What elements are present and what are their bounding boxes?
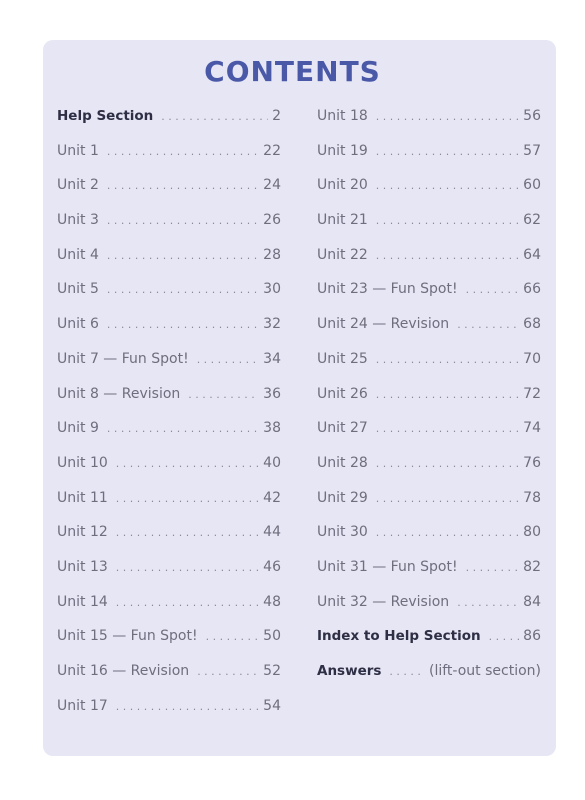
toc-entry-page: 24 [263,177,281,194]
toc-entry-label: Unit 31 — Fun Spot! [317,558,458,575]
dot-leader [466,283,520,296]
toc-entry-label: Unit 13 [57,558,108,575]
toc-entry-label: Unit 25 [317,350,368,367]
toc-entry-page: 2 [272,108,281,124]
toc-entry-label: Unit 5 [57,281,99,298]
toc-entry-label: Unit 22 [317,246,368,263]
toc-entry-page: 64 [523,246,541,263]
dot-leader [389,665,425,678]
toc-entry-unit-23[interactable] [317,281,541,316]
dot-leader [466,561,520,574]
dot-leader [116,700,259,713]
dot-leader [116,492,259,505]
toc-entry-unit-11[interactable] [57,490,281,525]
toc-entry-page: 54 [263,697,281,714]
dot-leader [197,665,259,678]
dot-leader [376,388,519,401]
toc-entry-label: Help Section [57,108,154,124]
toc-entry-page: 50 [263,628,281,645]
toc-entry-unit-1[interactable] [57,143,281,178]
toc-entry-label: Unit 14 [57,593,108,610]
toc-entry-unit-15[interactable] [57,628,281,663]
toc-entry-label: Unit 23 — Fun Spot! [317,281,458,298]
dot-leader [116,596,259,609]
toc-entry-answers[interactable] [317,663,541,698]
dot-leader [206,630,260,643]
dot-leader [376,249,519,262]
toc-entry-page: 52 [263,663,281,679]
toc-entry-unit-18[interactable] [317,108,541,143]
toc-entry-page: 62 [523,212,541,229]
toc-entry-page: 44 [263,524,281,541]
dot-leader [116,526,259,539]
contents-left-column [57,108,281,732]
toc-entry-page: 28 [263,246,281,263]
toc-entry-page: 72 [523,385,541,402]
dot-leader [107,422,259,435]
toc-entry-label: Unit 7 — Fun Spot! [57,350,189,367]
dot-leader [457,596,519,609]
toc-entry-label: Unit 32 — Revision [317,593,450,610]
toc-entry-page: 60 [523,177,541,194]
toc-entry-label: Unit 16 — Revision [57,663,190,679]
toc-entry-unit-4[interactable] [57,247,281,282]
dot-leader [376,214,519,227]
dot-leader [457,318,519,331]
toc-entry-page: 80 [523,524,541,541]
toc-entry-label: Index to Help Section [317,628,481,645]
toc-entry-label: Unit 12 [57,524,108,541]
toc-entry-page: 46 [263,558,281,575]
toc-entry-label: Unit 20 [317,177,368,194]
toc-entry-help-section[interactable] [57,108,281,143]
toc-entry-unit-5[interactable] [57,281,281,316]
toc-entry-label: Unit 2 [57,177,99,194]
toc-entry-page: 40 [263,454,281,471]
toc-entry-page: 30 [263,281,281,298]
toc-entry-label: Unit 15 — Fun Spot! [57,628,198,645]
toc-entry-unit-22[interactable] [317,247,541,282]
toc-entry-label: Unit 17 [57,697,108,714]
toc-entry-unit-12[interactable] [57,524,281,559]
toc-entry-unit-3[interactable] [57,212,281,247]
toc-entry-label: Unit 19 [317,142,368,159]
dot-leader [107,283,259,296]
toc-entry-label: Unit 30 [317,524,368,541]
toc-entry-unit-30[interactable] [317,524,541,559]
dot-leader [116,457,259,470]
toc-entry-page: 57 [523,142,541,159]
dot-leader [116,561,259,574]
toc-entry-unit-10[interactable] [57,455,281,490]
dot-leader [376,422,519,435]
toc-entry-page: 34 [263,350,281,367]
dot-leader [107,318,259,331]
toc-entry-page: 56 [523,108,541,124]
toc-entry-unit-26[interactable] [317,386,541,421]
dot-leader [107,145,259,158]
toc-entry-unit-7[interactable] [57,351,281,386]
dot-leader [107,179,259,192]
toc-entry-unit-6[interactable] [57,316,281,351]
toc-entry-index-to-help-section[interactable] [317,628,541,663]
toc-entry-label: Unit 6 [57,316,99,333]
toc-entry-page: 32 [263,316,281,333]
toc-entry-page: 26 [263,212,281,229]
dot-leader [489,630,520,643]
toc-entry-label: Unit 11 [57,489,108,506]
toc-entry-unit-13[interactable] [57,559,281,594]
toc-entry-page: 82 [523,558,541,575]
toc-entry-unit-19[interactable] [317,143,541,178]
dot-leader [107,249,259,262]
toc-entry-label: Unit 3 [57,212,99,229]
toc-entry-label: Unit 9 [57,420,99,437]
toc-entry-unit-25[interactable] [317,351,541,386]
toc-entry-unit-24[interactable] [317,316,541,351]
toc-entry-page: 48 [263,593,281,610]
toc-entry-unit-17[interactable] [57,698,281,733]
toc-entry-page: 78 [523,489,541,506]
dot-leader [376,179,519,192]
dot-leader [161,110,268,123]
toc-entry-page: 70 [523,350,541,367]
toc-entry-unit-9[interactable] [57,420,281,455]
toc-entry-label: Unit 27 [317,420,368,437]
toc-entry-page: 86 [523,628,541,645]
toc-entry-page: 38 [263,420,281,437]
dot-leader [197,353,259,366]
dot-leader [376,353,519,366]
toc-entry-label: Unit 26 [317,385,368,402]
toc-entry-unit-29[interactable] [317,490,541,525]
dot-leader [376,457,519,470]
dot-leader [188,388,259,401]
toc-entry-label: Unit 21 [317,212,368,229]
toc-entry-unit-21[interactable] [317,212,541,247]
toc-entry-page: 42 [263,489,281,506]
toc-entry-unit-27[interactable] [317,420,541,455]
toc-entry-page: (lift-out section) [429,663,541,679]
toc-entry-unit-32[interactable] [317,594,541,629]
toc-entry-unit-8[interactable] [57,386,281,421]
toc-entry-page: 68 [523,316,541,333]
toc-entry-label: Unit 24 — Revision [317,316,450,333]
toc-entry-unit-16[interactable] [57,663,281,698]
toc-entry-label: Unit 8 — Revision [57,385,181,402]
dot-leader [376,526,519,539]
toc-entry-label: Unit 18 [317,108,368,124]
toc-entry-label: Unit 1 [57,142,99,159]
toc-entry-page: 66 [523,281,541,298]
toc-entry-page: 36 [263,385,281,402]
toc-entry-unit-14[interactable] [57,594,281,629]
toc-entry-page: 84 [523,593,541,610]
toc-entry-page: 22 [263,142,281,159]
dot-leader [376,492,519,505]
toc-entry-label: Answers [317,663,382,679]
toc-entry-label: Unit 29 [317,489,368,506]
dot-leader [376,145,519,158]
toc-entry-unit-20[interactable] [317,177,541,212]
toc-entry-label: Unit 4 [57,246,99,263]
dot-leader [376,110,519,123]
toc-entry-label: Unit 10 [57,454,108,471]
dot-leader [107,214,259,227]
toc-entry-page: 76 [523,454,541,471]
toc-entry-unit-2[interactable] [57,177,281,212]
toc-entry-unit-31[interactable] [317,559,541,594]
contents-right-column [317,108,541,698]
toc-entry-unit-28[interactable] [317,455,541,490]
toc-entry-label: Unit 28 [317,454,368,471]
page-title: CONTENTS [204,55,381,88]
toc-entry-page: 74 [523,420,541,437]
